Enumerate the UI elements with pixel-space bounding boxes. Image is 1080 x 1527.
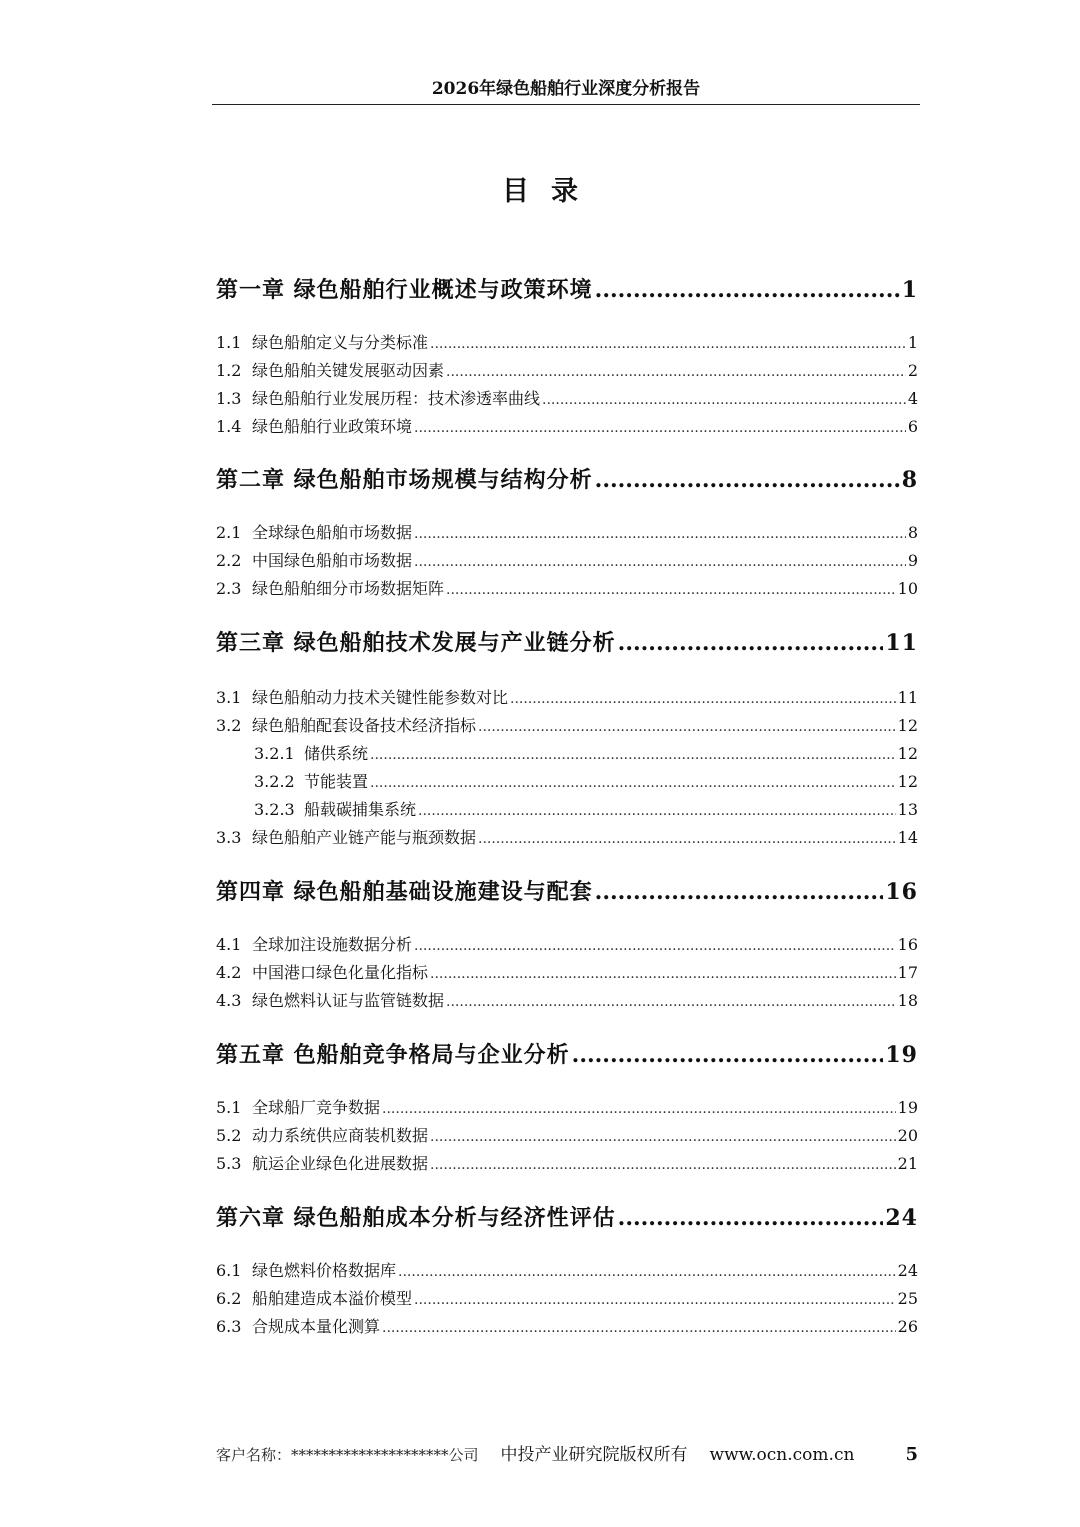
section-number: 2.1 bbox=[216, 523, 242, 542]
section-page-number: 16 bbox=[897, 935, 918, 954]
section-page-number: 19 bbox=[897, 1098, 918, 1117]
section-page-number: 21 bbox=[897, 1154, 918, 1173]
section-label: 绿色燃料价格数据库 bbox=[252, 1261, 397, 1280]
toc-subsection-3-2-2[interactable] bbox=[254, 769, 918, 795]
section-label: 合规成本量化测算 bbox=[252, 1317, 381, 1336]
section-number: 3.2 bbox=[216, 716, 242, 735]
dot-leader bbox=[414, 933, 896, 959]
chapter-page-number: 24 bbox=[885, 1205, 918, 1231]
dot-leader bbox=[595, 462, 900, 498]
dot-leader bbox=[446, 577, 896, 603]
toc-chapter-4[interactable] bbox=[216, 874, 918, 910]
section-label: 绿色船舶关键发展驱动因素 bbox=[252, 361, 445, 380]
section-number: 3.1 bbox=[216, 688, 242, 707]
section-label: 绿色船舶动力技术关键性能参数对比 bbox=[252, 688, 509, 707]
section-page-number: 26 bbox=[897, 1317, 918, 1336]
dot-leader bbox=[446, 989, 896, 1015]
chapter-label: 第三章 绿色船舶技术发展与产业链分析 bbox=[216, 630, 616, 656]
dot-leader bbox=[572, 1037, 884, 1073]
section-page-number: 8 bbox=[907, 523, 918, 542]
toc-section-6-3[interactable] bbox=[216, 1314, 918, 1340]
section-label: 绿色船舶细分市场数据矩阵 bbox=[252, 579, 445, 598]
section-page-number: 10 bbox=[897, 579, 918, 598]
section-number: 2.2 bbox=[216, 551, 242, 570]
section-page-number: 18 bbox=[897, 991, 918, 1010]
section-number: 4.3 bbox=[216, 991, 242, 1010]
toc-subsection-3-2-3[interactable] bbox=[254, 797, 918, 823]
section-label: 绿色船舶行业政策环境 bbox=[252, 417, 413, 436]
section-page-number: 13 bbox=[897, 800, 918, 819]
dot-leader bbox=[370, 770, 896, 796]
toc-subsection-3-2-1[interactable] bbox=[254, 741, 918, 767]
toc-section-2-1[interactable] bbox=[216, 520, 918, 546]
toc-section-1-2[interactable] bbox=[216, 358, 918, 384]
chapter-label: 第五章 色船舶竞争格局与企业分析 bbox=[216, 1042, 570, 1068]
page-number: 5 bbox=[905, 1444, 918, 1465]
section-label: 绿色船舶产业链产能与瓶颈数据 bbox=[252, 828, 477, 847]
section-page-number: 24 bbox=[897, 1261, 918, 1280]
page-footer bbox=[216, 1440, 918, 1470]
dot-leader bbox=[430, 1124, 896, 1150]
toc-section-3-1[interactable] bbox=[216, 685, 918, 711]
customer-name: 客户名称：*********************公司 bbox=[216, 1446, 479, 1464]
section-number: 3.2.2 bbox=[254, 772, 295, 791]
section-number: 1.1 bbox=[216, 333, 242, 352]
chapter-page-number: 8 bbox=[901, 467, 918, 493]
section-page-number: 20 bbox=[897, 1126, 918, 1145]
toc-section-2-3[interactable] bbox=[216, 576, 918, 602]
section-label: 全球船厂竞争数据 bbox=[252, 1098, 381, 1117]
section-number: 3.2.1 bbox=[254, 744, 295, 763]
toc-section-1-1[interactable] bbox=[216, 330, 918, 356]
section-number: 6.3 bbox=[216, 1317, 242, 1336]
section-number: 5.3 bbox=[216, 1154, 242, 1173]
section-number: 6.1 bbox=[216, 1261, 242, 1280]
section-label: 绿色船舶定义与分类标准 bbox=[252, 333, 429, 352]
section-number: 1.3 bbox=[216, 389, 242, 408]
section-page-number: 25 bbox=[897, 1289, 918, 1308]
toc-section-5-3[interactable] bbox=[216, 1151, 918, 1177]
section-label: 绿色燃料认证与监管链数据 bbox=[252, 991, 445, 1010]
toc-chapter-6[interactable] bbox=[216, 1200, 918, 1236]
toc-section-4-1[interactable] bbox=[216, 932, 918, 958]
dot-leader bbox=[414, 415, 906, 441]
toc-section-3-3[interactable] bbox=[216, 825, 918, 851]
section-page-number: 14 bbox=[897, 828, 918, 847]
toc-section-1-4[interactable] bbox=[216, 414, 918, 440]
website-link[interactable]: www.ocn.com.cn bbox=[709, 1445, 855, 1465]
section-label: 船舶建造成本溢价模型 bbox=[252, 1289, 413, 1308]
section-number: 3.3 bbox=[216, 828, 242, 847]
section-number: 4.1 bbox=[216, 935, 242, 954]
dot-leader bbox=[414, 521, 906, 547]
toc-section-6-1[interactable] bbox=[216, 1258, 918, 1284]
toc-chapter-3[interactable] bbox=[216, 625, 918, 661]
dot-leader bbox=[595, 874, 884, 910]
dot-leader bbox=[370, 742, 896, 768]
dot-leader bbox=[414, 549, 906, 575]
dot-leader bbox=[430, 1152, 896, 1178]
toc-section-2-2[interactable] bbox=[216, 548, 918, 574]
chapter-label: 第四章 绿色船舶基础设施建设与配套 bbox=[216, 879, 593, 905]
chapter-page-number: 16 bbox=[885, 879, 918, 905]
section-page-number: 11 bbox=[897, 688, 918, 707]
toc-section-6-2[interactable] bbox=[216, 1286, 918, 1312]
chapter-label: 第六章 绿色船舶成本分析与经济性评估 bbox=[216, 1205, 616, 1231]
section-label: 动力系统供应商装机数据 bbox=[252, 1126, 429, 1145]
section-page-number: 12 bbox=[897, 772, 918, 791]
chapter-page-number: 1 bbox=[901, 277, 918, 303]
toc-section-4-3[interactable] bbox=[216, 988, 918, 1014]
toc-chapter-1[interactable] bbox=[216, 272, 918, 308]
copyright-notice: 中投产业研究院版权所有 bbox=[500, 1445, 688, 1465]
section-label: 全球绿色船舶市场数据 bbox=[252, 523, 413, 542]
section-page-number: 1 bbox=[907, 333, 918, 352]
toc-section-3-2[interactable] bbox=[216, 713, 918, 739]
dot-leader bbox=[478, 714, 896, 740]
chapter-label: 第一章 绿色船舶行业概述与政策环境 bbox=[216, 277, 593, 303]
section-label: 节能装置 bbox=[304, 772, 369, 791]
dot-leader bbox=[618, 625, 884, 661]
page-header bbox=[212, 76, 920, 105]
chapter-page-number: 11 bbox=[885, 630, 918, 656]
section-label: 航运企业绿色化进展数据 bbox=[252, 1154, 429, 1173]
section-number: 6.2 bbox=[216, 1289, 242, 1308]
section-number: 3.2.3 bbox=[254, 800, 295, 819]
chapter-label: 第二章 绿色船舶市场规模与结构分析 bbox=[216, 467, 593, 493]
section-label: 储供系统 bbox=[304, 744, 369, 763]
toc-title: 目录 bbox=[502, 176, 600, 207]
section-page-number: 12 bbox=[897, 744, 918, 763]
dot-leader bbox=[430, 331, 906, 357]
section-number: 1.2 bbox=[216, 361, 242, 380]
section-page-number: 17 bbox=[897, 963, 918, 982]
dot-leader bbox=[510, 686, 896, 712]
dot-leader bbox=[446, 359, 906, 385]
dot-leader bbox=[478, 826, 896, 852]
dot-leader bbox=[414, 1287, 896, 1313]
section-number: 4.2 bbox=[216, 963, 242, 982]
section-label: 船载碳捕集系统 bbox=[304, 800, 417, 819]
dot-leader bbox=[398, 1259, 896, 1285]
section-page-number: 4 bbox=[907, 389, 918, 408]
section-number: 5.1 bbox=[216, 1098, 242, 1117]
dot-leader bbox=[430, 961, 896, 987]
section-page-number: 6 bbox=[907, 417, 918, 436]
toc-section-5-2[interactable] bbox=[216, 1123, 918, 1149]
header-title: 2026年绿色船舶行业深度分析报告 bbox=[431, 79, 701, 99]
dot-leader bbox=[382, 1315, 896, 1341]
section-label: 绿色船舶行业发展历程：技术渗透率曲线 bbox=[252, 389, 541, 408]
section-number: 5.2 bbox=[216, 1126, 242, 1145]
dot-leader bbox=[595, 272, 900, 308]
section-number: 2.3 bbox=[216, 579, 242, 598]
section-label: 中国港口绿色化量化指标 bbox=[252, 963, 429, 982]
section-number: 1.4 bbox=[216, 417, 242, 436]
section-label: 中国绿色船舶市场数据 bbox=[252, 551, 413, 570]
dot-leader bbox=[382, 1096, 896, 1122]
dot-leader bbox=[618, 1200, 884, 1236]
toc-chapter-2[interactable] bbox=[216, 462, 918, 498]
toc-chapter-5[interactable] bbox=[216, 1037, 918, 1073]
toc-section-1-3[interactable] bbox=[216, 386, 918, 412]
toc-section-5-1[interactable] bbox=[216, 1095, 918, 1121]
section-label: 绿色船舶配套设备技术经济指标 bbox=[252, 716, 477, 735]
chapter-page-number: 19 bbox=[885, 1042, 918, 1068]
section-page-number: 2 bbox=[907, 361, 918, 380]
toc-section-4-2[interactable] bbox=[216, 960, 918, 986]
section-page-number: 12 bbox=[897, 716, 918, 735]
section-page-number: 9 bbox=[907, 551, 918, 570]
dot-leader bbox=[418, 798, 896, 824]
dot-leader bbox=[542, 387, 906, 413]
section-label: 全球加注设施数据分析 bbox=[252, 935, 413, 954]
